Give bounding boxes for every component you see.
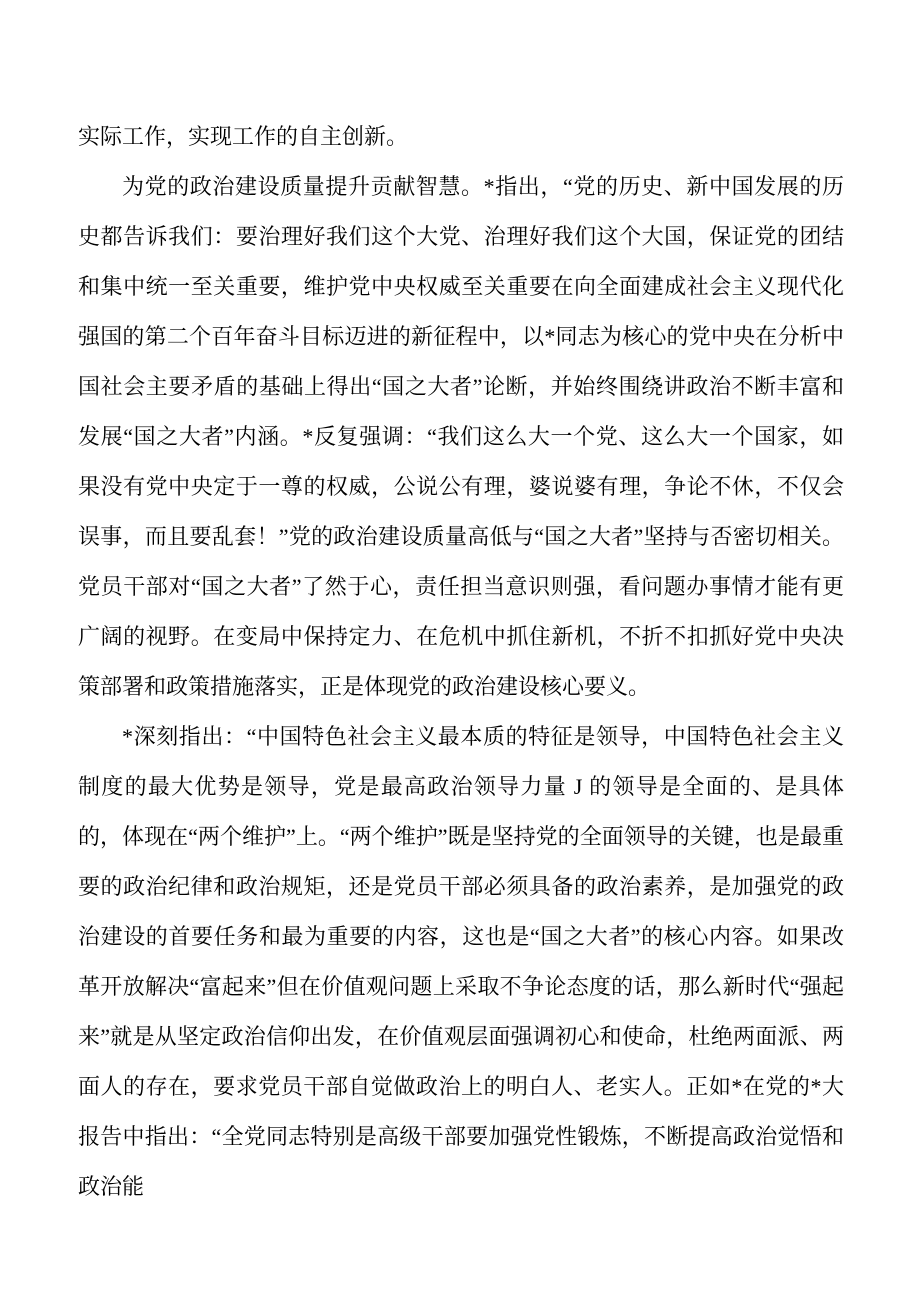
- paragraph: *深刻指出：“中国特色社会主义最本质的特征是领导，中国特色社会主义制度的最大优势是领导，党是最高政治领导力量 J 的领导是全面的、是具体的，体现在“两个维护”上。“两个维护”既是坚持党的全面领导的关键，也是最重要的政治纪律和政治规矩，还是党员干部必须具备的政治素养，是加强党的政治建设的首要任务和最为重要的内容，这也是“国之大者”的核心内容。如果改革开放解决“富起来”但在价值观问题上采取不争论态度的话，那么新时代“强起来”就是从坚定政治信仰出发，在价值观层面强调初心和使命，杜绝两面派、两面人的存在，要求党员干部自觉做政治上的明白人、老实人。正如*在党的*大报告中指出：“全党同志特别是高级干部要加强党性锻炼，不断提高政治觉悟和政治能: [78, 724, 844, 1199]
- paragraph: 为党的政治建设质量提升贡献智慧。*指出，“党的历史、新中国发展的历史都告诉我们：要治理好我们这个大党、治理好我们这个大国，保证党的团结和集中统一至关重要，维护党中央权威至关重要在向全面建成社会主义现代化强国的第二个百年奋斗目标迈进的新征程中，以*同志为核心的党中央在分析中国社会主要矛盾的基础上得出“国之大者”论断，并始终围绕讲政治不断丰富和发展“国之大者”内涵。*反复强调：“我们这么大一个党、这么大一个国家，如果没有党中央定于一尊的权威，公说公有理，婆说婆有理，争论不休，不仅会误事，而且要乱套！”党的政治建设质量高低与“国之大者”坚持与否密切相关。党员干部对“国之大者”了然于心，责任担当意识则强，看问题办事情才能有更广阔的视野。在变局中保持定力、在危机中抓住新机，不折不扣抓好党中央决策部署和政策措施落实，正是体现党的政治建设核心要义。: [78, 174, 844, 699]
- paragraph-continuation: 实际工作，实现工作的自主创新。: [78, 124, 409, 149]
- document-text-body: [78, 112, 844, 1212]
